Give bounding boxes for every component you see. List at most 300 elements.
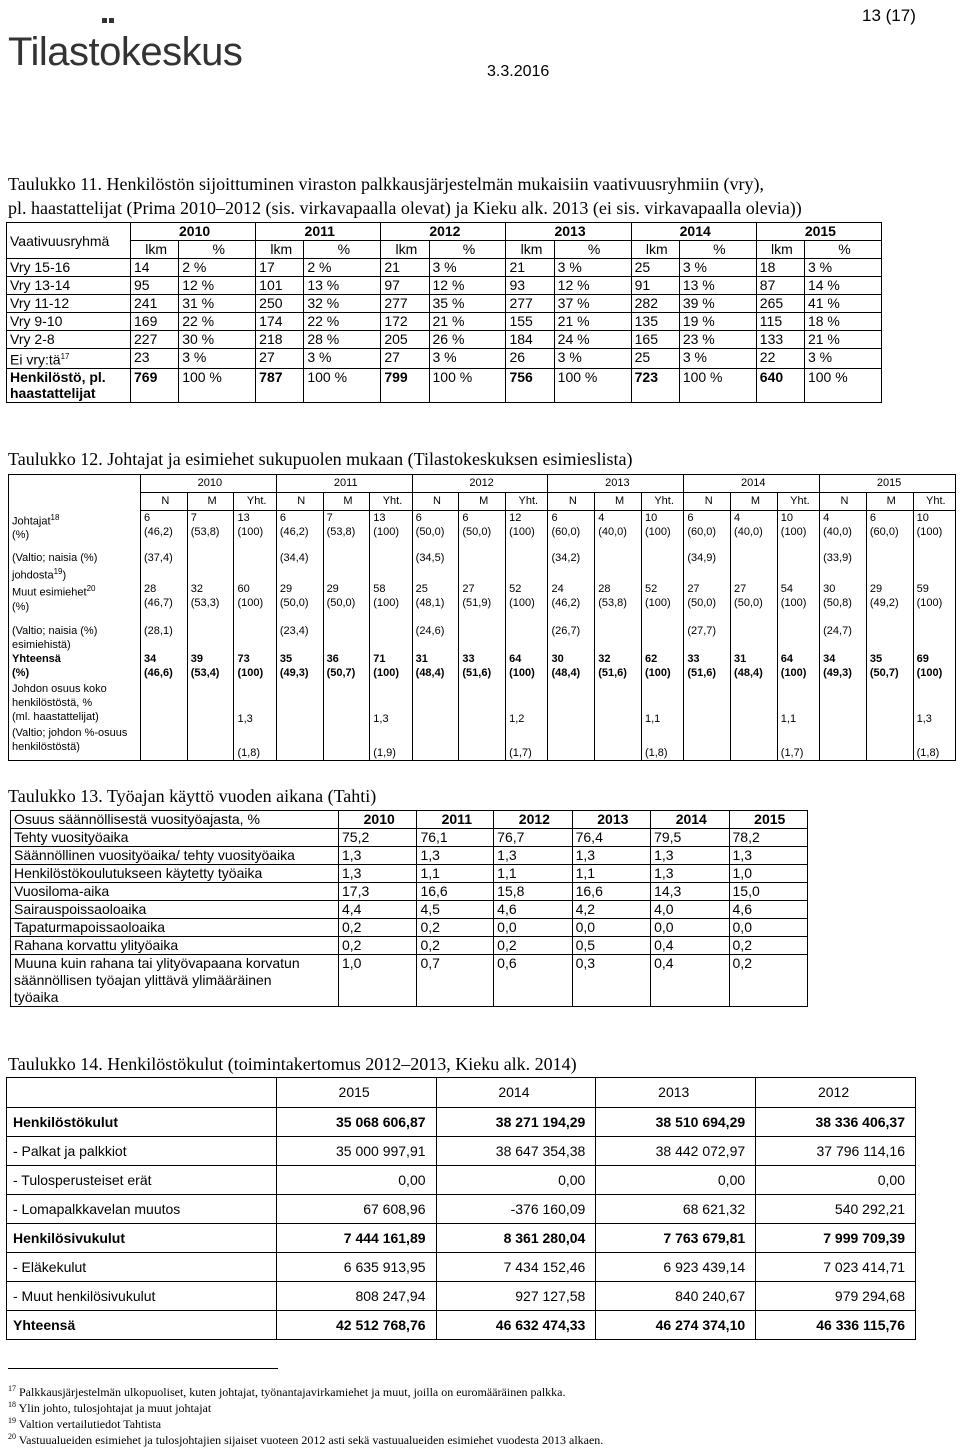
table-row [7,1137,916,1166]
row-label: - Tulosperusteiset erät [7,1166,277,1195]
table-cell: 12 (100) [506,511,548,551]
table-row [9,582,956,624]
table-cell: 155 [506,313,554,331]
table-cell: 35 068 606,87 [276,1108,436,1137]
table-cell: 3 % [304,349,381,369]
table-cell: 68 621,32 [596,1195,756,1224]
table-cell: 3 % [429,259,506,277]
table-cell: 23 [131,349,179,369]
table-cell: 71 (100) [370,652,412,682]
table-cell: 52 (100) [506,582,548,624]
table-cell [866,726,913,760]
table-cell: 840 240,67 [596,1282,756,1311]
table-cell [820,726,867,760]
table-cell [187,682,234,726]
year-header: 2013 [548,475,684,493]
table-cell: 6 (60,0) [548,511,595,551]
table-cell [412,726,459,760]
table-row [7,1224,916,1253]
table-row [7,1166,916,1195]
subheader-cell: N [684,493,731,511]
footnote: $^{18}$ Ylin johto, tulosjohtajat ja muut johtajat [8,1400,212,1415]
year-header: 2013 [572,811,650,829]
table-cell: 14 % [804,277,881,295]
table-cell: 38 647 354,38 [436,1137,596,1166]
table-row [7,331,882,349]
table-cell: 27 (50,0) [684,582,731,624]
subheader-row [9,493,956,511]
row-label: (Valtio; naisia (%) johdosta$^{19}$) [9,551,141,583]
row-label: Johtajat$^{18}$ (%) [9,511,141,551]
header-label: Osuus säännöllisestä vuosityöajasta, % [11,811,339,829]
table-cell [548,726,595,760]
table-cell [459,682,506,726]
table14 [6,1077,916,1340]
table-cell [866,624,913,652]
table-cell: 13 (100) [234,511,276,551]
logo-mark-icon [96,16,126,30]
table-cell: 21 % [554,313,631,331]
table-cell: 205 [381,331,429,349]
table-cell: (1,8) [641,726,683,760]
table-cell [641,624,683,652]
table-cell: 39 % [679,295,756,313]
row-label: Sairauspoissaoloaika [11,901,339,919]
table-cell [506,624,548,652]
table-cell: 21 [506,259,554,277]
table-cell: 0,4 [651,937,729,955]
row-label: - Muut henkilösivukulut [7,1282,277,1311]
table-cell [641,551,683,583]
table-cell: (34,4) [276,551,323,583]
subheader-cell: % [554,241,631,259]
subheader-cell: % [304,241,381,259]
table-cell: 76,1 [417,829,494,847]
table-cell: (34,2) [548,551,595,583]
total-cell: 640 [756,368,804,402]
table-cell: 25 [631,349,679,369]
table-cell: 115 [756,313,804,331]
table-cell: 6 (60,0) [866,511,913,551]
table-cell: 0,7 [417,955,494,1007]
table-cell: 46 336 115,76 [756,1311,916,1340]
table-cell: 28 (46,7) [141,582,188,624]
table-cell: 0,2 [339,919,417,937]
table-cell: 6 923 439,14 [596,1253,756,1282]
table-cell: (1,7) [506,726,548,760]
table-row [9,682,956,726]
table-cell: 10 (100) [641,511,683,551]
table-cell: 21 % [804,331,881,349]
page-number: 13 (17) [862,6,916,25]
table-cell: 27 (51,9) [459,582,506,624]
total-cell: 100 % [304,368,381,402]
footnote: $^{20}$ Vastuualueiden esimiehet ja tulosjohtajien sijaiset vuoteen 2012 asti sekä vastuualueiden esimiehet vuodesta 2013 alkaen. [8,1432,604,1447]
table-cell: 16,6 [572,883,650,901]
table-cell: 25 (48,1) [412,582,459,624]
table-cell: 1,0 [729,865,807,883]
table-cell: 26 % [429,331,506,349]
table-cell: 6 (60,0) [684,511,731,551]
subheader-cell: lkm [256,241,304,259]
table-cell: 34 (46,6) [141,652,188,682]
table-cell: 38 336 406,37 [756,1108,916,1137]
table-cell [731,551,778,583]
row-label: Vry 11-12 [7,295,131,313]
table-cell: 21 % [429,313,506,331]
table-cell: 69 (100) [913,652,955,682]
table-row [11,901,808,919]
table-cell: 93 [506,277,554,295]
table-cell: 29 (50,0) [276,582,323,624]
subheader-cell: N [141,493,188,511]
table-cell [459,726,506,760]
table-cell: 31 % [179,295,256,313]
table-cell: 4,5 [417,901,494,919]
table-cell [595,551,642,583]
year-header: 2010 [339,811,417,829]
table-cell: 3 % [429,349,506,369]
table-cell [548,682,595,726]
table-cell: 0,00 [756,1166,916,1195]
table-cell: 227 [131,331,179,349]
table-cell: 0,2 [494,937,572,955]
table-cell: 540 292,21 [756,1195,916,1224]
table-cell: 21 [381,259,429,277]
table-cell [370,624,412,652]
table-cell [777,551,819,583]
row-label: Ei $vry:tä^{17}$ [7,349,131,369]
table-cell: 808 247,94 [276,1282,436,1311]
table-cell: 42 512 768,76 [276,1311,436,1340]
table-cell: 0,00 [596,1166,756,1195]
total-cell: 756 [506,368,554,402]
footnote-divider [8,1368,278,1369]
table-cell: 174 [256,313,304,331]
table-cell: 15,8 [494,883,572,901]
table-row [9,726,956,760]
table-cell: 33 (51,6) [684,652,731,682]
table-row [11,865,808,883]
footnote: $^{19}$ Valtion vertailutiedot Tahtista [8,1416,162,1431]
table-row [9,511,956,551]
subheader-cell: Yht. [506,493,548,511]
subheader-cell: M [323,493,370,511]
table-cell: 46 274 374,10 [596,1311,756,1340]
table-cell [913,624,955,652]
table-cell: 1,3 [651,847,729,865]
table-cell: (24,6) [412,624,459,652]
table-cell: 46 632 474,33 [436,1311,596,1340]
table-cell: 13 (100) [370,511,412,551]
year-header: 2012 [756,1078,916,1108]
table-cell [731,624,778,652]
table-cell: 1,3 [234,682,276,726]
subheader-cell: M [595,493,642,511]
subheader-cell: N [276,493,323,511]
table12 [8,474,956,761]
row-label: - Lomapalkkavelan muutos [7,1195,277,1224]
table-cell [276,682,323,726]
table-cell: 4,0 [651,901,729,919]
table-cell [276,726,323,760]
table-cell: 76,4 [572,829,650,847]
row-label: Tapaturmapoissaoloaika [11,919,339,937]
table-cell: 1,3 [339,865,417,883]
table-cell: 169 [131,313,179,331]
table-cell: 0,0 [729,919,807,937]
table-cell [595,682,642,726]
table-cell: 0,2 [417,919,494,937]
table-cell: 165 [631,331,679,349]
year-header: 2014 [436,1078,596,1108]
row-label: Tehty vuosityöaika [11,829,339,847]
table-cell: 59 (100) [913,582,955,624]
table-cell [595,726,642,760]
total-cell: 100 % [679,368,756,402]
table-cell: 1,1 [417,865,494,883]
year-header: 2012 [412,475,548,493]
table-cell: 32 % [304,295,381,313]
subheader-cell: M [187,493,234,511]
table-cell: 30 % [179,331,256,349]
table-cell: 16,6 [417,883,494,901]
table-cell: 12 % [554,277,631,295]
subheader-cell: M [731,493,778,511]
table-cell: 39 (53,4) [187,652,234,682]
table-cell [187,551,234,583]
table-cell: 10 (100) [777,511,819,551]
subheader-cell: lkm [381,241,429,259]
row-label: - Eläkekulut [7,1253,277,1282]
table-cell: 67 608,96 [276,1195,436,1224]
table-cell: 7 (53,8) [187,511,234,551]
table-cell: 52 (100) [641,582,683,624]
total-cell: 100 % [179,368,256,402]
table-cell: 0,2 [729,955,807,1007]
table-cell: 35 000 997,91 [276,1137,436,1166]
row-label: - Palkat ja palkkiot [7,1137,277,1166]
row-label: Vry 2-8 [7,331,131,349]
table-cell: 133 [756,331,804,349]
table-cell: 37 796 114,16 [756,1137,916,1166]
table-cell: 12 % [429,277,506,295]
subheader-row [7,241,882,259]
subheader-cell: Yht. [777,493,819,511]
table-cell: 1,1 [777,682,819,726]
table-cell [731,726,778,760]
table-cell [459,551,506,583]
table-row [7,1282,916,1311]
table-cell: 6 (46,2) [141,511,188,551]
table-cell: 4 (40,0) [820,511,867,551]
table-cell: 3 % [179,349,256,369]
table-cell: 7 763 679,81 [596,1224,756,1253]
table-cell: 62 (100) [641,652,683,682]
row-label: (Valtio; naisia (%) esimiehistä) [9,624,141,652]
table-cell: (1,8) [234,726,276,760]
table-cell [684,726,731,760]
table-cell: 0,0 [572,919,650,937]
row-label: Säännöllinen vuosityöaika/ tehty vuosityöaika [11,847,339,865]
table-cell: 35 (50,7) [866,652,913,682]
table-cell [323,682,370,726]
table-cell: 28 % [304,331,381,349]
table-cell: 17 [256,259,304,277]
table-cell: 0,0 [651,919,729,937]
table-cell: 4 (40,0) [731,511,778,551]
table-cell: 1,3 [913,682,955,726]
table-cell: 4,4 [339,901,417,919]
table-cell: 78,2 [729,829,807,847]
table-cell [323,551,370,583]
table-cell: 7 999 709,39 [756,1224,916,1253]
table-cell [141,682,188,726]
table-cell: 0,2 [417,937,494,955]
table-cell: 37 % [554,295,631,313]
table-row [7,1311,916,1340]
table-cell: 19 % [679,313,756,331]
table-cell [187,726,234,760]
year-header: 2015 [729,811,807,829]
year-header: 2014 [651,811,729,829]
table-cell: 76,7 [494,829,572,847]
table-cell: 27 [256,349,304,369]
table-cell: (24,7) [820,624,867,652]
table-cell: 4,2 [572,901,650,919]
table-cell [412,682,459,726]
subheader-cell: N [820,493,867,511]
table-cell: 26 [506,349,554,369]
table-cell: 1,3 [572,847,650,865]
table-cell: 3 % [554,349,631,369]
table-cell: 0,00 [436,1166,596,1195]
table-cell: 7 (53,8) [323,511,370,551]
table-cell: 1,3 [651,865,729,883]
table-cell: 24 (46,2) [548,582,595,624]
table-cell: 1,3 [339,847,417,865]
table-cell [323,624,370,652]
table-cell: 1,0 [339,955,417,1007]
table-cell [684,682,731,726]
table-cell: 23 % [679,331,756,349]
table-row [11,919,808,937]
row-label: Vuosiloma-aika [11,883,339,901]
table-cell: 277 [506,295,554,313]
subheader-cell: lkm [756,241,804,259]
table-cell: 135 [631,313,679,331]
table-cell [731,682,778,726]
table-cell: 0,0 [494,919,572,937]
row-label: Vry 9-10 [7,313,131,331]
row-label: Henkilöstökoulutukseen käytetty työaika [11,865,339,883]
total-cell: 100 % [804,368,881,402]
table-cell [234,624,276,652]
table-cell: (28,1) [141,624,188,652]
table-cell: 14 [131,259,179,277]
table-cell: 27 [381,349,429,369]
total-cell: 723 [631,368,679,402]
subheader-cell: lkm [506,241,554,259]
logo: Tilastokeskus [8,30,243,74]
table-cell: 4,6 [494,901,572,919]
table12-caption: Taulukko 12. Johtajat ja esimiehet sukupuolen mukaan (Tilastokeskuksen esimieslista) [8,449,633,469]
table-cell: 14,3 [651,883,729,901]
table-row [9,624,956,652]
table-cell: 32 (51,6) [595,652,642,682]
table-cell: 22 [756,349,804,369]
table-cell [459,624,506,652]
row-label: Yhteensä (%) [9,652,141,682]
table-row [7,1195,916,1224]
table-cell: 218 [256,331,304,349]
subheader-cell: M [866,493,913,511]
table-cell: (37,4) [141,551,188,583]
table-cell: 1,3 [729,847,807,865]
table-cell: 277 [381,295,429,313]
table-row [9,652,956,682]
table-cell: 38 510 694,29 [596,1108,756,1137]
row-label: Muuna kuin rahana tai ylityövapaana korvatun säännöllisen työajan ylittävä ylimääräinen työaika [11,955,339,1007]
table-cell: 64 (100) [506,652,548,682]
table-row [9,551,956,583]
table-cell: 31 (48,4) [731,652,778,682]
table-cell [866,551,913,583]
year-header: 2012 [494,811,572,829]
table-cell: 0,2 [729,937,807,955]
table-cell: (1,9) [370,726,412,760]
table-cell: 10 (100) [913,511,955,551]
table-cell: 979 294,68 [756,1282,916,1311]
table-cell: 58 (100) [370,582,412,624]
table-cell: 22 % [179,313,256,331]
row-label: Henkilöstökulut [7,1108,277,1137]
table-row [7,1108,916,1137]
total-cell: 799 [381,368,429,402]
table-cell: 33 (51,6) [459,652,506,682]
year-header: 2011 [417,811,494,829]
row-label: Muut esimiehet$^{20}$ (%) [9,582,141,624]
table-cell: 172 [381,313,429,331]
table-cell: (1,8) [913,726,955,760]
table-cell: 7 023 414,71 [756,1253,916,1282]
table-cell: -376 160,09 [436,1195,596,1224]
table-cell: 34 (49,3) [820,652,867,682]
row-label: Rahana korvattu ylityöaika [11,937,339,955]
subheader-cell: N [548,493,595,511]
table11-caption-line2: pl. haastattelijat (Prima 2010–2012 (sis. virkavapaalla olevat) ja Kieku alk. 2013 (ei sis. virkavapaalla olevia)) [8,198,802,218]
table-cell: 87 [756,277,804,295]
subheader-cell: Yht. [913,493,955,511]
table-row [7,295,882,313]
table-row [7,349,882,369]
table-cell: 3 % [554,259,631,277]
table-cell [323,726,370,760]
table-cell [595,624,642,652]
total-cell: 787 [256,368,304,402]
year-header: 2010 [131,223,256,241]
document-date: 3.3.2016 [487,63,550,80]
table13-caption: Taulukko 13. Työajan käyttö vuoden aikana (Tahti) [8,786,377,806]
subheader-cell: % [429,241,506,259]
table-row [7,259,882,277]
table-cell: 0,3 [572,955,650,1007]
table-cell: 6 (50,0) [459,511,506,551]
table-cell [820,682,867,726]
total-cell: 100 % [429,368,506,402]
table-cell [913,551,955,583]
table11-caption-line1: Taulukko 11. Henkilöstön sijoittuminen viraston palkkausjärjestelmän mukaisiin vaativuusryhmiin (vry), [8,174,764,194]
